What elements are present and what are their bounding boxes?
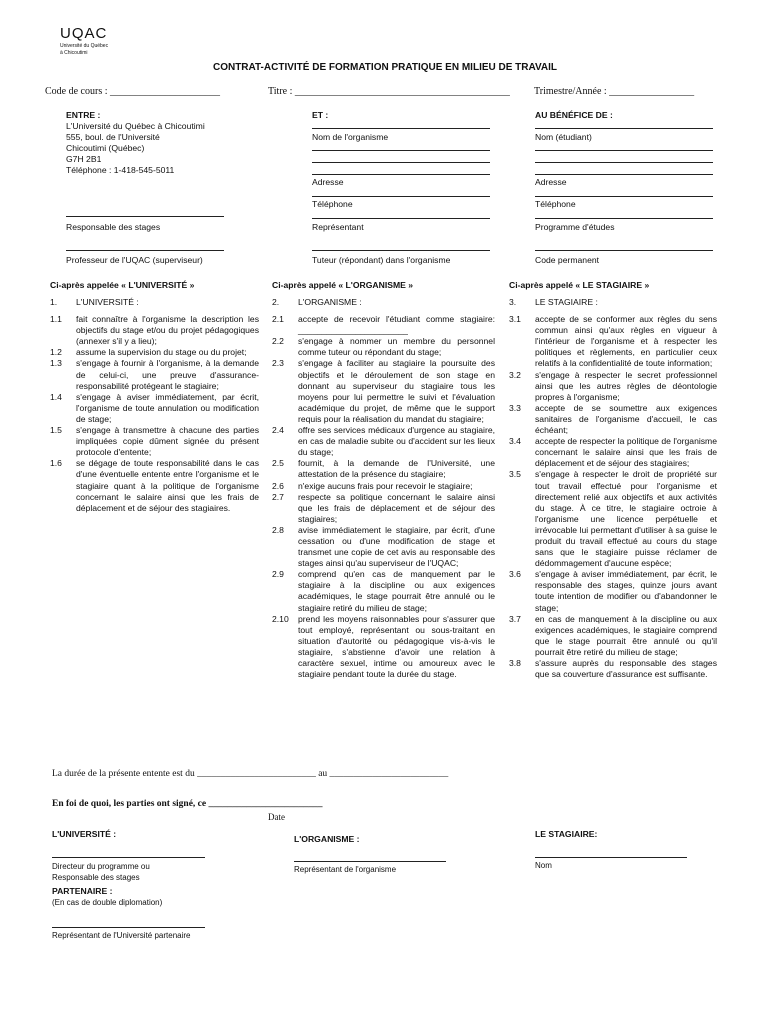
sig-organisme-line [294, 861, 446, 862]
item-number: 3.1 [509, 314, 521, 325]
item-number: 2.2 [272, 336, 284, 347]
et-heading: ET : [312, 110, 329, 120]
partner-note: (En cas de double diplomation) [52, 898, 163, 907]
entre-block [66, 110, 205, 176]
logo-name: UQAC [60, 25, 108, 42]
item-text: comprend qu'en cas de manquement par le stagiaire à la discipline ou aux exigences académiques, le stage pourrait être annulé ou le stagiaire retiré du milieu de stage; [298, 569, 495, 613]
list-item [509, 436, 717, 469]
item-text: s'assure auprès du responsable des stages que sa couverture d'assurance est suffisante. [535, 658, 717, 680]
list-item [272, 425, 495, 458]
item-number: 1.6 [50, 458, 62, 469]
student-phone-line [535, 196, 713, 197]
item-text: se dégage de toute responsabilité dans le cas d'une éventuelle entente entre l'organisme et le stagiaire quant à la politique de l'organisme concernant le salaire ainsi que les frais de déplacement et de séjour des stagiaires. [76, 458, 259, 513]
tutor-line [312, 250, 490, 251]
program-line [535, 218, 713, 219]
partner-label: Représentant de l'Université partenaire [52, 931, 191, 940]
item-text: L'UNIVERSITÉ : [76, 297, 139, 307]
entre-heading: ENTRE : [66, 110, 101, 120]
logo-sub2: à Chicoutimi [60, 50, 88, 56]
org-rep-label: Représentant [312, 222, 364, 232]
list-item [272, 297, 495, 308]
sig-university-heading: L'UNIVERSITÉ : [52, 829, 117, 839]
list-item [509, 569, 717, 613]
item-text: avise immédiatement le stagiaire, par écrit, d'une cessation ou d'une modification de stage et transmet une copie de cet avis au responsable des stages ainsi qu'au superviseur de l'UQAC; [298, 524, 495, 569]
org-name-line [312, 128, 490, 129]
code-line [535, 250, 713, 251]
student-address-line [535, 174, 713, 175]
list-item [50, 314, 259, 347]
item-text: s'engage à respecter le secret professionnel ainsi que les autres règles de déontologie propres à l'organisme; [535, 369, 717, 402]
list-item [509, 370, 717, 403]
sig-organisme-heading: L'ORGANISME : [294, 834, 360, 844]
list-item [509, 403, 717, 436]
item-text: s'engage à fournir à l'organisme, à la demande de celui-ci, une preuve d'assurance-responsabilité protégeant le stagiaire; [76, 358, 259, 391]
item-text: offre ses services médicaux d'urgence au stagiaire, en cas de maladie subite ou d'accident sur les lieux du stage; [298, 425, 495, 458]
item-text: n'exige aucuns frais pour recevoir le stagiaire; [298, 480, 473, 491]
student-name-line [535, 128, 713, 129]
item-number: 1.5 [50, 425, 62, 436]
list-item [272, 525, 495, 569]
uni-phone: Téléphone : 1-418-545-5011 [66, 165, 175, 175]
item-number: 2.5 [272, 458, 284, 469]
item-number: 2. [272, 297, 280, 307]
uqac-logo [60, 25, 108, 56]
called-university: Ci-après appelée « L'UNIVERSITÉ » [50, 280, 195, 290]
org-name-label: Nom de l'organisme [312, 132, 389, 142]
item-text: s'engage à respecter le droit de propriété sur tout travail effectué pour l'organisme et directement relié aux objectifs et aux activités du stage. À ce titre, le stagiaire octroie à l'organisme une licence perpétuelle et irrévocable lui permettant d'utiliser à sa guise le produit du travail effectué au cours du stage sans que le stagiaire puisse réclamer de dédommagement d'aucune espèce; [535, 469, 717, 569]
uni-postal: G7H 2B1 [66, 154, 102, 164]
university-obligations [50, 297, 259, 514]
called-stagiaire: Ci-après appelé « LE STAGIAIRE » [509, 280, 650, 290]
item-text: en cas de manquement à la discipline ou aux exigences académiques, le stagiaire comprend que le stage pourrait être annulé ou qu'il pourrait être retiré du milieu de stage; [535, 613, 717, 657]
item-number: 3.4 [509, 436, 521, 447]
item-text: fournit, à la demande de l'Université, une attestation de la présence du stagiaire; [298, 458, 495, 480]
uni-city: Chicoutimi (Québec) [66, 143, 145, 153]
list-item [272, 358, 495, 425]
item-number: 2.9 [272, 569, 284, 580]
list-item [509, 469, 717, 569]
list-item [50, 347, 259, 358]
item-text: assume la supervision du stage ou du projet; [76, 347, 247, 358]
sig-university-label [52, 861, 150, 883]
item-number: 3. [509, 297, 517, 307]
item-number: 3.7 [509, 613, 521, 624]
document-title: CONTRAT-ACTIVITÉ DE FORMATION PRATIQUE EN MILIEU DE TRAVAIL [212, 62, 558, 73]
list-item [50, 425, 259, 458]
org-phone-label: Téléphone [312, 199, 353, 209]
item-text: s'engage à aviser immédiatement, par écrit, l'organisme de toute annulation ou modification de stage; [76, 391, 259, 424]
org-rep-line [312, 218, 490, 219]
stagiaire-obligations [509, 297, 717, 680]
sig-organisme-label: Représentant de l'organisme [294, 865, 397, 874]
resp-label: Responsable des stages [66, 222, 161, 232]
sig-stagiaire-line [535, 857, 687, 858]
list-item [50, 392, 259, 425]
item-number: 1. [50, 297, 58, 307]
uni-name: L'Université du Québec à Chicoutimi [66, 121, 205, 131]
item-text: s'engage à transmettre à chacune des parties impliquées copie dûment signée du présent protocole d'entente; [76, 425, 259, 458]
course-code-field: Code de cours : ______________________ [45, 86, 220, 97]
student-phone-label: Téléphone [535, 199, 576, 209]
org-phone-line [312, 196, 490, 197]
item-text: s'engage à nommer un membre du personnel comme tuteur ou répondant du stage; [298, 336, 495, 358]
student-extra-line-1 [535, 150, 713, 151]
item-text: s'engage à aviser immédiatement, par écrit, le responsable des stages, quinze jours avant toute intention de modifier ou d'abandonner le stage; [535, 569, 717, 613]
item-number: 3.6 [509, 569, 521, 580]
list-item [272, 481, 495, 492]
sig-stagiaire-heading: LE STAGIAIRE: [535, 829, 598, 839]
duration-field: La durée de la présente entente est du _________________________ au _________________________ [52, 769, 449, 779]
tutor-label: Tuteur (répondant) dans l'organisme [312, 255, 451, 265]
partner-line [52, 927, 205, 928]
item-text: accepte de se soumettre aux exigences sanitaires de l'organisme d'accueil, le cas échéant; [535, 402, 717, 436]
list-item [509, 297, 717, 308]
item-number: 2.8 [272, 524, 284, 535]
resp-line [66, 216, 224, 217]
list-item [272, 492, 495, 525]
item-text: L'ORGANISME : [298, 297, 362, 307]
item-number: 3.5 [509, 469, 521, 480]
item-text: accepte de se conformer aux règles du sens commun ainsi qu'aux règles en vigueur à l'intérieur de l'organisme et à respecter les politiques et règlements, en particulier ceux relatifs à la confidentialité de toute information; [535, 314, 717, 369]
organisme-obligations [272, 297, 495, 680]
sig-university-label-1: Directeur du programme ou [52, 862, 150, 871]
item-number: 2.6 [272, 480, 284, 491]
list-item [272, 336, 495, 358]
sig-university-line [52, 857, 205, 858]
code-label: Code permanent [535, 255, 600, 265]
prof-line [66, 250, 224, 251]
item-number: 2.10 [272, 613, 289, 624]
item-text: accepte de recevoir l'étudiant comme stagiaire: _______________________ [298, 314, 495, 336]
uni-address: 555, boul. de l'Université [66, 132, 160, 142]
list-item [50, 358, 259, 391]
sig-stagiaire-label: Nom [535, 861, 552, 870]
org-address-label: Adresse [312, 177, 344, 187]
item-text: s'engage à faciliter au stagiaire la poursuite des objectifs et le déroulement de son stage en donnant au superviseur du stagiaire tous les moyens pour lui permettre le suivi et l'évaluation académique du projet, de même que le support requis pour la réalisation du mandat du stagiaire; [298, 358, 495, 424]
list-item [272, 314, 495, 336]
called-organisme: Ci-après appelé « L'ORGANISME » [272, 280, 414, 290]
org-extra-line-1 [312, 150, 490, 151]
item-number: 3.3 [509, 402, 521, 413]
item-number: 2.4 [272, 425, 284, 436]
item-number: 1.2 [50, 347, 62, 358]
item-number: 2.1 [272, 314, 284, 325]
item-text: fait connaître à l'organisme la description les objectifs du stage et/ou du projet pédagogiques (annexer s'il y a lieu); [76, 314, 259, 347]
term-field: Trimestre/Année : _________________ [534, 86, 695, 97]
list-item [50, 297, 259, 308]
signed-field: En foi de quoi, les parties ont signé, ce ________________________ [52, 799, 323, 809]
item-number: 1.4 [50, 391, 62, 402]
item-text: respecte sa politique concernant le salaire ainsi que les frais de déplacement et de séjour des stagiaires; [298, 491, 495, 524]
list-item [272, 569, 495, 613]
student-extra-line-2 [535, 162, 713, 163]
benefice-heading: AU BÉNÉFICE DE : [535, 110, 613, 120]
item-number: 3.8 [509, 658, 521, 668]
item-number: 1.3 [50, 358, 62, 369]
prof-label: Professeur de l'UQAC (superviseur) [66, 255, 203, 265]
logo-sub1: Université du Québec [60, 43, 109, 49]
item-text: LE STAGIAIRE : [535, 297, 598, 307]
list-item [272, 458, 495, 480]
list-item [272, 614, 495, 681]
item-number: 2.3 [272, 358, 284, 369]
item-number: 1.1 [50, 314, 62, 325]
item-number: 3.2 [509, 369, 521, 380]
item-number: 2.7 [272, 491, 284, 502]
student-address-label: Adresse [535, 177, 567, 187]
item-text: prend les moyens raisonnables pour s'assurer que tout employé, représentant ou sous-traitant en situation d'autorité ou pédagogique vis-à-vis le stagiaire, s'abstienne d'avoir une relation à caractère sexuel, intime ou amoureux avec le stagiaire pendant toute la durée du stage. [298, 613, 495, 680]
list-item [509, 314, 717, 369]
list-item [509, 658, 717, 680]
course-title-field: Titre : ___________________________________________ [268, 86, 510, 97]
org-extra-line-2 [312, 162, 490, 163]
partner-heading: PARTENAIRE : [52, 886, 113, 896]
student-name-label: Nom (étudiant) [535, 132, 592, 142]
org-address-line [312, 174, 490, 175]
date-label: Date [268, 812, 285, 822]
sig-university-label-2: Responsable des stages [52, 873, 140, 882]
list-item [509, 614, 717, 658]
program-label: Programme d'études [535, 222, 615, 232]
item-text: accepte de respecter la politique de l'organisme concernant le salaire ainsi que les frais de déplacement et de séjour des stagiaires; [535, 436, 717, 469]
list-item [50, 458, 259, 513]
